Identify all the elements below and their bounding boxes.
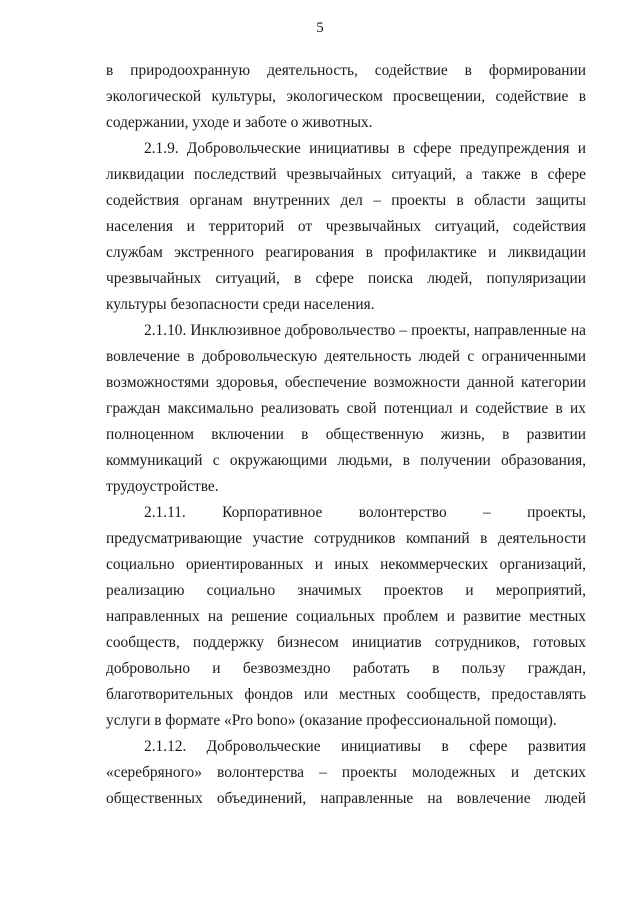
paragraph-2-1-12: 2.1.12. Добровольческие инициативы в сфере развития «серебряного» волонтерства – проекты молодежных и детских общественных объединений, направленные на вовлечение людей xyxy=(106,738,586,807)
paragraph-2-1-11: 2.1.11. Корпоративное волонтерство – проекты, предусматривающие участие сотрудников компаний в деятельности социально ориентированных и иных некоммерческих организаций, реализацию социально значимых проектов и мероприятий, направленных на решение социальных проблем и развитие местных сообществ, поддержку бизнесом инициатив сотрудников, готовых добровольно и безвозмездно работать в пользу граждан, благотворительных фондов или местных сообществ, предоставлять услуги в формате «Pro bono» (оказание профессиональной помощи). xyxy=(106,504,586,729)
page-number: 5 xyxy=(316,20,324,36)
paragraph-continuation: в природоохранную деятельность, содействие в формировании экологической культуры, экологическом просвещении, содействие в содержании, уходе и заботе о животных. xyxy=(106,62,586,131)
paragraph-2-1-9: 2.1.9. Добровольческие инициативы в сфере предупреждения и ликвидации последствий чрезвычайных ситуаций, а также в сфере содействия органам внутренних дел – проекты в области защиты населения и территорий от чрезвычайных ситуаций, содействия службам экстренного реагирования в профилактике и ликвидации чрезвычайных ситуаций, в сфере поиска людей, популяризации культуры безопасности среди населения. xyxy=(106,140,586,313)
paragraph-2-1-10: 2.1.10. Инклюзивное добровольчество – проекты, направленные на вовлечение в добровольческую деятельность людей с ограниченными возможностями здоровья, обеспечение возможности данной категории граждан максимально реализовать свой потенциал и содействие в их полноценном включении в общественную жизнь, в развитии коммуникаций с окружающими людьми, в получении образования, трудоустройстве. xyxy=(106,322,586,495)
document-body xyxy=(106,58,586,812)
